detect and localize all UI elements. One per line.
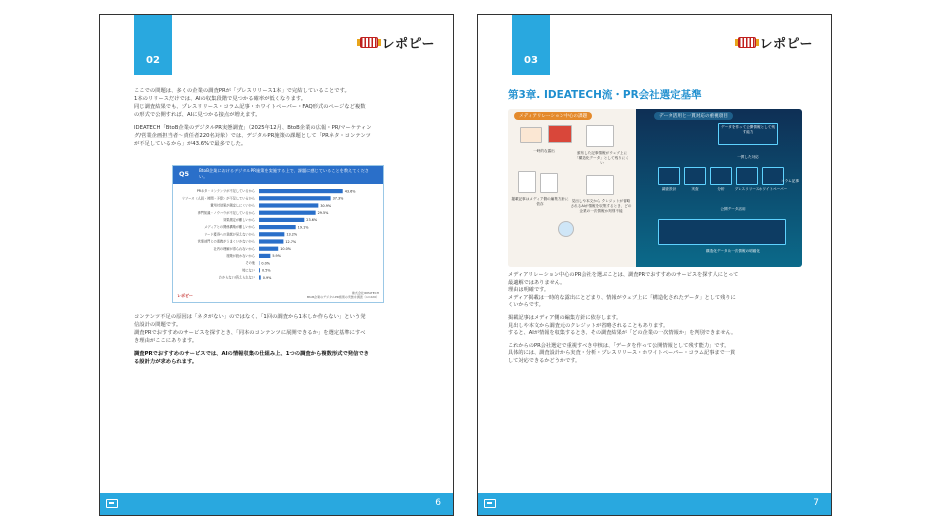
brand-logo bbox=[738, 33, 813, 52]
chart-footer-logo: レポピー bbox=[177, 293, 193, 298]
value-label: 5.9% bbox=[272, 254, 281, 259]
value-label: 30.9% bbox=[320, 203, 332, 208]
line: が不足しているから」が43.6%で最多でした。 bbox=[134, 141, 247, 147]
right-caption: コラム記事 bbox=[781, 179, 799, 183]
line: 掲載記事はメディア側の編集方針に依存します。 bbox=[508, 314, 622, 321]
right-caption: 分析 bbox=[717, 187, 725, 191]
category-label: PRネタ・コンテンツが不足しているから bbox=[196, 189, 255, 194]
page-number: 7 bbox=[813, 498, 819, 508]
category-label: メディアとの関係構築が難しいから bbox=[204, 225, 255, 230]
paragraph-2 bbox=[134, 124, 424, 148]
left-caption: 頒布した記事情報がウェブ上に「構造化データ」として残りにくい bbox=[575, 151, 629, 165]
line: る設計力が求められます。 bbox=[134, 359, 198, 365]
bar bbox=[259, 225, 296, 229]
body-text-lower bbox=[134, 313, 424, 371]
right-caption: 公開データ活用 bbox=[720, 207, 746, 211]
body-text bbox=[134, 87, 424, 153]
bar bbox=[259, 254, 270, 258]
line: メディアリレーション中心のPR会社を選ぶことは、調査PRでおすすめのサービスを探す人にとって bbox=[508, 272, 739, 278]
category-label: 専門知識・ノウハウが不足しているから bbox=[197, 210, 255, 215]
line: 同じ調査結果でも、プレスリリース・コラム記事・ホワイトペーパー・FAQ形式のページなど複数 bbox=[134, 104, 366, 110]
brand-logo bbox=[360, 33, 435, 52]
chapter-heading: 第3章. IDEATECH流・PR会社選定基準 bbox=[508, 89, 702, 101]
paragraph-3 bbox=[134, 313, 424, 345]
line: コンテンツ不足の原因は「ネタがない」のではなく、「1回の調査から1本しか作らない」という発 bbox=[134, 314, 366, 320]
line: して対応できるかどうかです。 bbox=[508, 357, 581, 364]
bar bbox=[259, 211, 316, 215]
right-caption: 調査設計 bbox=[661, 187, 677, 191]
line: 1本のリリースだけでは、AIの収集段階で見つかる確率が低くなります。 bbox=[134, 96, 307, 102]
section-number: 03 bbox=[524, 55, 538, 66]
right-caption: ホワイトペーパー bbox=[758, 187, 788, 191]
source-line: BtoB企業のデジタルPR施策の実態を調査（n=220） bbox=[307, 295, 379, 299]
scroll-logo-icon bbox=[360, 37, 378, 48]
category-label: わからない/答えられない bbox=[218, 275, 255, 280]
body-text bbox=[508, 272, 804, 371]
robot-icon bbox=[558, 221, 574, 237]
data-flow-box bbox=[658, 219, 786, 245]
document-icon bbox=[586, 175, 614, 195]
line: 見出しや本文から調査元のクレジットが省略されることもあります。 bbox=[508, 322, 669, 329]
bar bbox=[259, 247, 278, 251]
value-label: 13.2% bbox=[286, 232, 298, 237]
bar bbox=[259, 189, 343, 193]
page-footer bbox=[100, 493, 453, 515]
category-label: リソース（人員・時間・予算）が不足しているから bbox=[181, 196, 255, 201]
right-caption: プレスリリース bbox=[734, 187, 760, 191]
section-tab bbox=[134, 15, 172, 75]
step-box bbox=[736, 167, 758, 185]
document-icon bbox=[586, 125, 614, 147]
category-label: その他 bbox=[245, 261, 255, 266]
bar bbox=[259, 268, 260, 272]
line: き理由がここにあります。 bbox=[134, 338, 198, 344]
line: 具体的には、調査設計から実査・分析・プレスリリース・ホワイトペーパー・コラム記事まで一貫 bbox=[508, 350, 736, 357]
section-number: 02 bbox=[146, 55, 160, 66]
category-label: 施策が続かないから bbox=[226, 254, 255, 258]
article-icon bbox=[540, 173, 558, 193]
value-label: 23.6% bbox=[306, 218, 318, 223]
category-label: 効果測定が難しいから bbox=[223, 218, 255, 222]
step-box bbox=[710, 167, 732, 185]
line: くいからです。 bbox=[508, 302, 544, 309]
bar bbox=[259, 203, 318, 207]
bar bbox=[259, 232, 284, 236]
value-label: 29.5% bbox=[317, 211, 329, 215]
source-line: 株式会社IDEATECH bbox=[352, 291, 379, 295]
line: ここでの問題は、多くの企業の調査PRが「プレスリリース1本」で完結していることです。 bbox=[134, 88, 350, 94]
bar-chart bbox=[173, 186, 385, 286]
line: 調査PRでおすすめのサービスを探すとき、「同本のコンテンツに展開できるか」を選定基準にすべ bbox=[134, 330, 366, 336]
right-caption: 実査 bbox=[691, 187, 699, 191]
line: グ/営業企画担当者〜責任者220名対象）では、デジタルPR施策の課題として「PRネタ・コンテンツ bbox=[134, 133, 371, 139]
right-caption: 一貫した対応 bbox=[737, 155, 759, 159]
survey-chart bbox=[172, 165, 384, 303]
chart-title: BtoB企業におけるデジタルPR施策を実施する上で、課題に感じていることを教えてください。 bbox=[199, 168, 369, 179]
category-label: 営業部門との連携がうまくいかないから bbox=[197, 239, 255, 244]
value-label: 12.7% bbox=[285, 239, 297, 244]
step-box bbox=[658, 167, 680, 185]
chart-header bbox=[173, 166, 383, 184]
paragraph-1 bbox=[508, 272, 804, 310]
line: これからのPR会社選定で重視すべき中核は、「データを作って公開情報として残す能力」です。 bbox=[508, 342, 730, 349]
right-caption: 構造化データ＆一次情報の明確化 bbox=[706, 249, 760, 253]
paragraph-1 bbox=[134, 87, 424, 119]
scroll-logo-icon bbox=[106, 499, 118, 508]
bar bbox=[259, 275, 261, 279]
newspaper-icon bbox=[520, 127, 542, 143]
paragraph-3 bbox=[508, 343, 804, 366]
line: 調査PRでおすすめのサービスでは、AIの情報収集の仕組み上、1つの調査から複数形式で発信でき bbox=[134, 351, 369, 357]
paragraph-4 bbox=[134, 350, 424, 366]
value-label: 43.6% bbox=[344, 189, 356, 194]
line: すると、AIが情報を収集するとき、その調査結果が「どの企業の一次情報か」を判別できません。 bbox=[508, 330, 737, 337]
value-label: 10.0% bbox=[280, 247, 291, 251]
left-caption: 掲載記事はメディア側の編集方針に依存 bbox=[511, 197, 569, 206]
page-6 bbox=[99, 14, 454, 516]
line: 最適解ではありません。 bbox=[508, 279, 566, 286]
step-box bbox=[684, 167, 706, 185]
left-panel-label: メディアリレーション中心の課題 bbox=[514, 112, 592, 120]
value-label: 0.0% bbox=[261, 261, 271, 266]
tv-icon bbox=[548, 125, 572, 143]
question-label: Q5 bbox=[179, 170, 190, 178]
line: IDEATECH「BtoB企業のデジタルPR実態調査」（2025年12月、BtoB企業の広報・PR/マーケティン bbox=[134, 125, 372, 131]
left-caption: 見出しや本文から クレジットが省略されるAIが情報を収集するとき、どの企業の一次情報か判別不能 bbox=[570, 199, 632, 213]
scroll-logo-icon bbox=[484, 499, 496, 508]
value-label: 0.5% bbox=[261, 268, 271, 273]
line: メディア掲載は一時的な露出にとどまり、情報がウェブ上に「構造化されたデータ」として残りに bbox=[508, 294, 736, 301]
page-7 bbox=[477, 14, 832, 516]
category-label: 費用対効果が測定しにくいから bbox=[210, 203, 255, 208]
category-label: 特にない bbox=[242, 268, 255, 273]
chart-source bbox=[307, 291, 379, 299]
bar bbox=[259, 218, 304, 222]
page-number: 6 bbox=[435, 498, 441, 508]
page-footer bbox=[478, 493, 831, 515]
value-label: 0.9% bbox=[262, 275, 272, 280]
section-tab bbox=[512, 15, 550, 75]
scroll-logo-icon bbox=[738, 37, 756, 48]
value-label: 37.3% bbox=[332, 196, 344, 201]
line: の形式で公開すれば、AIに見つかる接点が増えます。 bbox=[134, 112, 261, 118]
bar bbox=[259, 196, 331, 200]
line: 理由は明確です。 bbox=[508, 287, 550, 294]
left-caption: 一時的な露出 bbox=[533, 149, 555, 153]
category-label: リード獲得への貢献が見えないから bbox=[204, 232, 255, 237]
logo-text: レポピー bbox=[381, 37, 435, 52]
logo-text: レポピー bbox=[759, 37, 813, 52]
category-label: 社内の理解が得られないから bbox=[213, 246, 255, 251]
article-icon bbox=[518, 171, 536, 193]
comparison-illustration bbox=[508, 109, 802, 267]
right-caption: データを作って公開情報として残す能力 bbox=[721, 125, 775, 134]
right-panel-label: データ活用と一貫対応の重視項目 bbox=[654, 112, 733, 120]
paragraph-2 bbox=[508, 315, 804, 338]
line: 信設計の問題です。 bbox=[134, 322, 182, 328]
bar bbox=[259, 239, 283, 243]
value-label: 19.1% bbox=[297, 225, 309, 230]
